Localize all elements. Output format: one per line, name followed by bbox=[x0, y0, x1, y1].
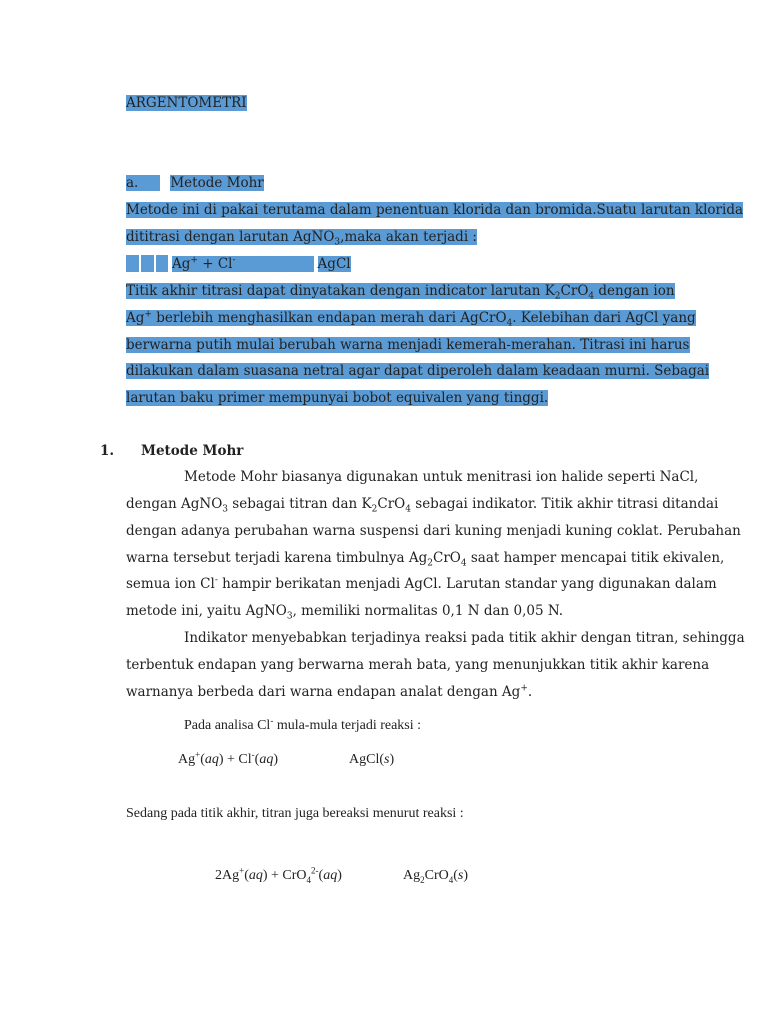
section-a-paragraph-line: larutan baku primer mempunyai bobot equivalen yang tinggi. bbox=[126, 390, 549, 406]
section-a-heading bbox=[126, 174, 264, 192]
body-line: warnanya berbeda dari warna endapan analat dengan Ag+. bbox=[126, 683, 533, 700]
body-line: dengan AgNO$_3$ sebagai titran dan $K_2CrO_4$ sebagai indikator. Titik akhir titrasi ditandai bbox=[126, 496, 719, 515]
body-line: semua ion Cl- hampir berikatan menjadi AgCl. Larutan standar yang digunakan dalam bbox=[126, 575, 717, 592]
section-a-letter: a. bbox=[126, 175, 139, 191]
section-a-paragraph-line: Titik akhir titrasi dapat dinyatakan dengan indicator larutan $K_2CrO_4$ dengan ion bbox=[126, 283, 675, 302]
body-line: metode ini, yaitu AgNO$_3$, memiliki normalitas 0,1 N dan 0,05 N. bbox=[126, 603, 564, 622]
reaction-2-intro: Sedang pada titik akhir, titran juga bereaksi menurut reaksi : bbox=[126, 806, 464, 821]
section-a-paragraph-line: Metode ini di pakai terutama dalam penentuan klorida dan bromida.Suatu larutan klorida bbox=[126, 202, 744, 218]
equation-product: AgCl bbox=[317, 256, 351, 272]
body-line: terbentuk endapan yang berwarna merah bata, yang menunjukkan titik akhir karena bbox=[126, 657, 710, 673]
section-1-number: 1. bbox=[100, 443, 115, 459]
title-text: ARGENTOMETRI bbox=[126, 95, 247, 111]
section-a-paragraph-line: dilakukan dalam suasana netral agar dapat diperoleh dalam keadaan murni. Sebagai bbox=[126, 363, 710, 379]
reaction-1-product: AgCl(s) bbox=[349, 752, 395, 767]
reaction-2-reactants: 2Ag+(aq) + CrO$_4^{2-}$(aq) bbox=[215, 865, 342, 885]
section-a-equation bbox=[126, 255, 351, 273]
section-1-heading: Metode Mohr bbox=[141, 443, 244, 459]
section-a-paragraph-line: berwarna putih mulai berubah warna menjadi kemerah-merahan. Titrasi ini harus bbox=[126, 337, 690, 353]
body-line: warna tersebut terjadi karena timbulnya $Ag_2CrO_4$ saat hamper mencapai titik ekivalen, bbox=[126, 550, 725, 569]
body-line: dengan adanya perubahan warna suspensi dari kuning menjadi kuning coklat. Perubahan bbox=[126, 523, 741, 539]
document-title bbox=[126, 94, 247, 112]
reaction-1-reactants: Ag+(aq) + Cl-(aq) bbox=[178, 749, 279, 767]
reaction-2-product: $Ag_2CrO_4(s)$ bbox=[403, 868, 469, 885]
reaction-1-intro: Pada analisa Cl- mula-mula terjadi reaksi : bbox=[184, 715, 422, 733]
section-a-paragraph-line: Ag+ berlebih menghasilkan endapan merah dari AgCrO$_4$. Kelebihan dari AgCl yang bbox=[126, 309, 696, 329]
equation-reactants: Ag+ + Cl- bbox=[172, 256, 314, 272]
section-a-heading-text: Metode Mohr bbox=[170, 175, 264, 191]
body-line: Metode Mohr biasanya digunakan untuk menitrasi ion halide seperti NaCl, bbox=[184, 469, 699, 485]
body-line: Indikator menyebabkan terjadinya reaksi pada titik akhir dengan titran, sehingga bbox=[184, 630, 745, 646]
section-a-paragraph-line: dititrasi dengan larutan AgNO$_3$,maka akan terjadi : bbox=[126, 229, 477, 248]
